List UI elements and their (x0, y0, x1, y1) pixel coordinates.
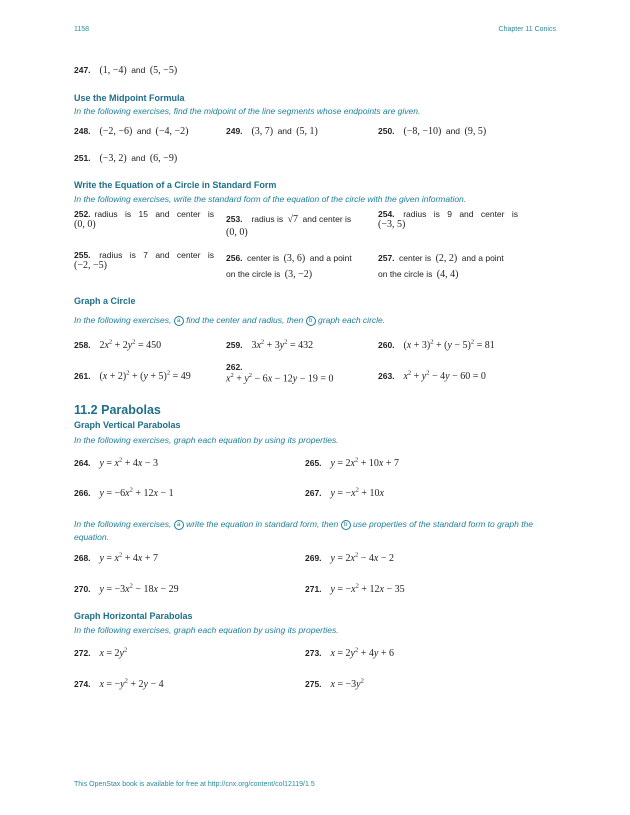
instruction-midpoint: In the following exercises, find the midpoint of the line segments whose endpoints are given. (74, 106, 421, 116)
exercise-267: 267. $y = -x^2 + 10x$ (305, 486, 384, 499)
instruction-horizontal-parabolas: In the following exercises, graph each equation by using its properties. (74, 625, 339, 635)
exercise-253: 253. radius is √7 and center is (0, 0) (226, 214, 352, 238)
section-title-horizontal-parabolas: Graph Horizontal Parabolas (74, 611, 193, 621)
page-number: 1158 (74, 26, 90, 33)
section-heading-parabolas: 11.2 Parabolas (74, 403, 161, 417)
footer-text: This OpenStax book is available for free at http://cnx.org/content/col12119/1.5 (74, 781, 315, 788)
exercise-266: 266. $y = -6x^2 + 12x - 1$ (74, 486, 174, 499)
exercise-248: 248. (−2, −6) and (−4, −2) (74, 126, 189, 137)
exercise-252: 252. radius is 15 and center is (0, 0) (74, 209, 214, 230)
section-title-midpoint: Use the Midpoint Formula (74, 93, 185, 103)
exercise-251: 251. (−3, 2) and (6, −9) (74, 153, 178, 164)
instruction-circle-standard: In the following exercises, write the standard form of the equation of the circle with the given information. (74, 194, 467, 204)
exercise-258: 258. $2x^2 + 2y^2 = 450$ (74, 338, 162, 351)
exercise-254: 254. radius is 9 and center is (−3, 5) (378, 209, 518, 230)
circled-a-marker: a (174, 520, 184, 530)
exercise-256: 256. center is (3, 6) and a point on the circle is (3, −2) (226, 253, 352, 280)
exercise-275: 275. $x = -3y^2$ (305, 677, 364, 690)
instruction-standard-form: In the following exercises, a write the equation in standard form, then b use properties of the standard form to graph the equation. (74, 519, 534, 542)
exercise-247: 247. (1, −4) and (5, −5) (74, 65, 178, 76)
exercise-259: 259. $3x^2 + 3y^2 = 432$ (226, 338, 314, 351)
exercise-269: 269. $y = 2x^2 - 4x - 2$ (305, 551, 394, 564)
section-title-graph-circle: Graph a Circle (74, 296, 136, 306)
section-title-vertical-parabolas: Graph Vertical Parabolas (74, 420, 181, 430)
instruction-vertical-parabolas: In the following exercises, graph each equation by using its properties. (74, 435, 339, 445)
exercise-271: 271. $y = -x^2 + 12x - 35$ (305, 582, 405, 595)
instruction-graph-circle: In the following exercises, a find the center and radius, then b graph each circle. (74, 315, 386, 325)
exercise-268: 268. $y = x^2 + 4x + 7$ (74, 551, 158, 564)
exercise-263: 263. $x^2 + y^2 - 4y - 60 = 0$ (378, 369, 486, 382)
circled-b-marker: b (341, 520, 351, 530)
exercise-255: 255. radius is 7 and center is (−2, −5) (74, 250, 214, 271)
chapter-header: Chapter 11 Conics (498, 26, 556, 33)
exercise-272: 272. $x = 2y^2$ (74, 646, 128, 659)
exercise-273: 273. $x = 2y^2 + 4y + 6$ (305, 646, 394, 659)
exercise-261: 261. $(x + 2)^2 + (y + 5)^2 = 49$ (74, 369, 191, 382)
exercise-260: 260. $(x + 3)^2 + (y - 5)^2 = 81$ (378, 338, 495, 351)
exercise-257: 257. center is (2, 2) and a point on the circle is (4, 4) (378, 253, 504, 280)
exercise-274: 274. $x = -y^2 + 2y - 4$ (74, 677, 164, 690)
exercise-265: 265. $y = 2x^2 + 10x + 7$ (305, 456, 399, 469)
exercise-249: 249. (3, 7) and (5, 1) (226, 126, 318, 137)
exercise-270: 270. $y = -3x^2 - 18x - 29$ (74, 582, 179, 595)
circled-b-marker: b (306, 316, 316, 326)
exercise-264: 264. $y = x^2 + 4x - 3$ (74, 456, 158, 469)
section-title-circle-standard: Write the Equation of a Circle in Standard Form (74, 180, 277, 190)
circled-a-marker: a (174, 316, 184, 326)
exercise-262: 262. $x^2 + y^2 - 6x - 12y - 19 = 0$ (226, 362, 334, 385)
exercise-250: 250. (−8, −10) and (9, 5) (378, 126, 487, 137)
